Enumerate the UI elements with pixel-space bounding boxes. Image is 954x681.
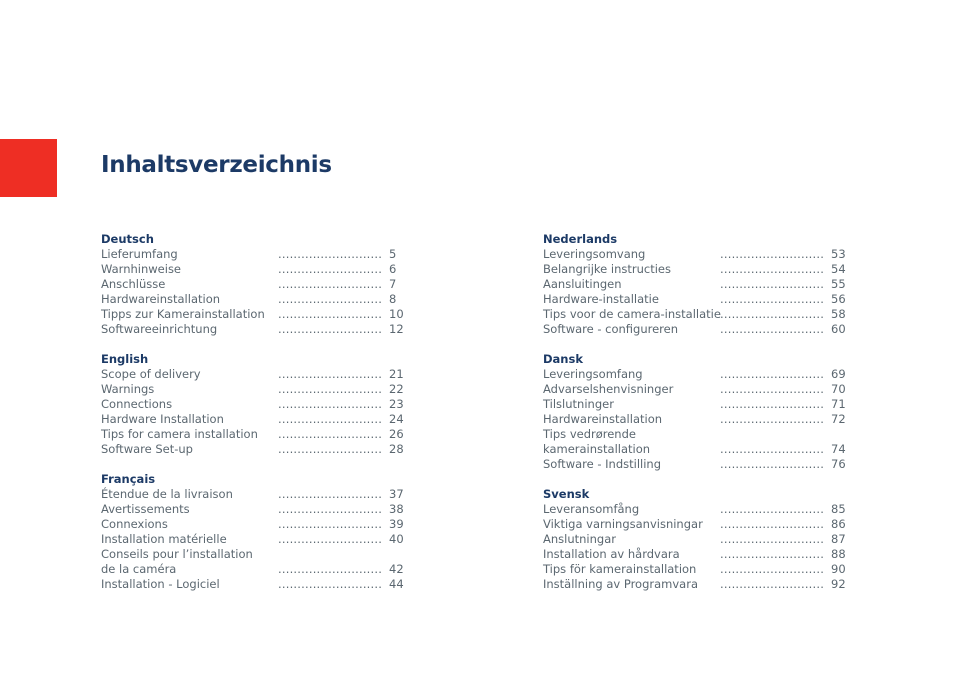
toc-entry[interactable]: [101, 322, 406, 337]
toc-column-left: [101, 232, 406, 607]
toc-entry-label: Advarselshenvisninger: [543, 382, 674, 396]
toc-entry-page: 22: [389, 382, 404, 396]
toc-entry-label: Installation - Logiciel: [101, 577, 220, 591]
accent-block: [0, 139, 57, 197]
toc-entry-leader: ...........................: [720, 292, 825, 306]
toc-entry-label: Lieferumfang: [101, 247, 178, 261]
toc-entry-leader: ...........................: [278, 292, 383, 306]
toc-entry-label: Hardware Installation: [101, 412, 224, 426]
toc-entry-leader: ...........................: [720, 262, 825, 276]
toc-entry[interactable]: [543, 322, 848, 337]
toc-entry[interactable]: [101, 547, 406, 562]
toc-entry[interactable]: [543, 277, 848, 292]
toc-entry-page: 7: [389, 277, 397, 291]
toc-entry-leader: ...........................: [278, 247, 383, 261]
toc-entry-page: 60: [831, 322, 846, 336]
toc-entry-label: Hardware-installatie: [543, 292, 659, 306]
toc-entry-page: 26: [389, 427, 404, 441]
toc-entry-label: de la caméra: [101, 562, 177, 576]
toc-entry-leader: ...........................: [720, 532, 825, 546]
toc-entry-leader: ...........................: [720, 577, 825, 591]
toc-entry-leader: ...........................: [720, 442, 825, 456]
toc-entry-label: Étendue de la livraison: [101, 487, 233, 501]
toc-entry-page: 74: [831, 442, 846, 456]
toc-entry-label: Avertissements: [101, 502, 190, 516]
toc-entry-page: 71: [831, 397, 846, 411]
toc-entry-page: 39: [389, 517, 404, 531]
toc-entry[interactable]: [543, 427, 848, 442]
toc-entry-label: Connections: [101, 397, 173, 411]
toc-entry[interactable]: [101, 412, 406, 427]
toc-column-right: [543, 232, 848, 607]
toc-entry-label: Aansluitingen: [543, 277, 622, 291]
toc-entry[interactable]: [101, 277, 406, 292]
toc-entry-leader: ...........................: [278, 382, 383, 396]
toc-entry-leader: ...........................: [720, 502, 825, 516]
toc-entry-page: 5: [389, 247, 397, 261]
toc-entry-label: Software Set-up: [101, 442, 193, 456]
toc-entry-page: 56: [831, 292, 846, 306]
toc-entry-page: 54: [831, 262, 846, 276]
toc-entry[interactable]: [543, 367, 848, 382]
toc-entry-page: 55: [831, 277, 846, 291]
toc-section: [101, 232, 406, 337]
toc-entry-label: Tips för kamerainstallation: [543, 562, 697, 576]
toc-entry-leader: ...........................: [720, 277, 825, 291]
toc-entry-page: 38: [389, 502, 404, 516]
toc-section: [543, 232, 848, 337]
toc-entry-page: 88: [831, 547, 846, 561]
toc-entry-label: Leveringsomfang: [543, 367, 643, 381]
toc-entry-leader: ...........................: [278, 277, 383, 291]
toc-entry-label: Anschlüsse: [101, 277, 166, 291]
toc-entry-label: Leveransomfång: [543, 502, 640, 516]
section-heading: Deutsch: [101, 232, 154, 246]
toc-entry-label: Hardwareinstallation: [543, 412, 663, 426]
toc-entry-leader: ...........................: [720, 397, 825, 411]
toc-entry-leader: ...........................: [720, 367, 825, 381]
toc-entry-label: Tips voor de camera-installatie: [543, 307, 721, 321]
toc-entry-page: 53: [831, 247, 846, 261]
toc-entry-page: 70: [831, 382, 846, 396]
toc-entry-page: 76: [831, 457, 846, 471]
section-heading: Dansk: [543, 352, 583, 366]
toc-entry[interactable]: [101, 532, 406, 547]
toc-entry[interactable]: [101, 397, 406, 412]
toc-entry-leader: ...........................: [278, 487, 383, 501]
toc-entry-page: 28: [389, 442, 404, 456]
toc-entry-leader: ...........................: [720, 412, 825, 426]
toc-entry[interactable]: [543, 307, 848, 322]
toc-entry-label: Tips vedrørende: [543, 427, 636, 441]
toc-entry[interactable]: [543, 397, 848, 412]
toc-entry-label: Viktiga varningsanvisningar: [543, 517, 703, 531]
toc-entry[interactable]: [101, 517, 406, 532]
toc-section: [543, 487, 848, 592]
toc-entry-leader: ...........................: [720, 562, 825, 576]
toc-entry-page: 42: [389, 562, 404, 576]
toc-entry[interactable]: [101, 427, 406, 442]
toc-entry-page: 6: [389, 262, 397, 276]
toc-entry-leader: ...........................: [278, 442, 383, 456]
toc-entry-leader: ...........................: [278, 427, 383, 441]
toc-entry-label: Hardwareinstallation: [101, 292, 221, 306]
toc-entry-page: 21: [389, 367, 404, 381]
toc-entry-page: 90: [831, 562, 846, 576]
toc-entry-leader: ...........................: [278, 397, 383, 411]
toc-entry-label: Conseils pour l’installation: [101, 547, 253, 561]
toc-entry-leader: ...........................: [278, 322, 383, 336]
toc-entry[interactable]: [101, 502, 406, 517]
toc-section: [101, 352, 406, 457]
toc-entry-label: Tipps zur Kamerainstallation: [101, 307, 265, 321]
toc-entry[interactable]: [101, 382, 406, 397]
toc-section: [101, 472, 406, 592]
toc-entry-label: Installation matérielle: [101, 532, 227, 546]
toc-entry-leader: ...........................: [278, 532, 383, 546]
toc-entry-label: Anslutningar: [543, 532, 616, 546]
toc-entry-leader: ...........................: [278, 562, 383, 576]
toc-entry-label: kamerainstallation: [543, 442, 651, 456]
toc-entry[interactable]: [101, 577, 406, 592]
toc-entry-leader: ...........................: [278, 307, 383, 321]
toc-entry-leader: ...........................: [278, 367, 383, 381]
toc-entry-leader: ...........................: [278, 262, 383, 276]
toc-entry-page: 86: [831, 517, 846, 531]
toc-entry-leader: ...........................: [720, 247, 825, 261]
toc-entry-leader: ...........................: [720, 307, 825, 321]
toc-entry[interactable]: [543, 292, 848, 307]
toc-entry[interactable]: [543, 442, 848, 457]
toc-entry-label: Software - configureren: [543, 322, 679, 336]
toc-entry[interactable]: [101, 442, 406, 457]
toc-entry-label: Connexions: [101, 517, 168, 531]
toc-entry[interactable]: [543, 412, 848, 427]
toc-entry[interactable]: [543, 547, 848, 562]
toc-entry-page: 44: [389, 577, 404, 591]
toc-entry[interactable]: [543, 532, 848, 547]
toc-entry-leader: ...........................: [720, 382, 825, 396]
toc-entry[interactable]: [101, 307, 406, 322]
toc-entry-leader: ...........................: [720, 547, 825, 561]
section-heading: English: [101, 352, 149, 366]
toc-entry-page: 72: [831, 412, 846, 426]
toc-entry[interactable]: [101, 247, 406, 262]
toc-entry[interactable]: [543, 562, 848, 577]
toc-entry-page: 85: [831, 502, 846, 516]
toc-entry[interactable]: [543, 262, 848, 277]
toc-entry-leader: ...........................: [720, 517, 825, 531]
toc-entry-leader: ...........................: [720, 322, 825, 336]
toc-entry-label: Tilslutninger: [543, 397, 614, 411]
toc-entry-label: Scope of delivery: [101, 367, 201, 381]
toc-entry-label: Warnhinweise: [101, 262, 182, 276]
toc-entry-label: Softwareeinrichtung: [101, 322, 218, 336]
toc-entry-label: Warnings: [101, 382, 155, 396]
section-heading: Svensk: [543, 487, 590, 501]
toc-entry[interactable]: [543, 517, 848, 532]
toc-entry[interactable]: [543, 577, 848, 592]
toc-entry-page: 23: [389, 397, 404, 411]
toc-entry[interactable]: [101, 562, 406, 577]
toc-entry[interactable]: [543, 247, 848, 262]
toc-entry[interactable]: [101, 367, 406, 382]
toc-entry-leader: ...........................: [278, 412, 383, 426]
toc-entry-page: 69: [831, 367, 846, 381]
toc-entry-leader: ...........................: [278, 577, 383, 591]
toc-section: [543, 352, 848, 472]
toc-entry[interactable]: [543, 502, 848, 517]
page-title: Inhaltsverzeichnis: [101, 152, 332, 178]
toc-entry[interactable]: [101, 292, 406, 307]
section-heading: Français: [101, 472, 156, 486]
toc-entry[interactable]: [101, 487, 406, 502]
toc-entry-page: 8: [389, 292, 397, 306]
toc-entry-page: 92: [831, 577, 846, 591]
toc-entry-label: Inställning av Programvara: [543, 577, 699, 591]
toc-entry-leader: ...........................: [278, 502, 383, 516]
toc-entry-leader: ...........................: [720, 457, 825, 471]
toc-entry-label: Tips for camera installation: [101, 427, 258, 441]
toc-entry[interactable]: [101, 262, 406, 277]
toc-entry-page: 24: [389, 412, 404, 426]
toc-entry-label: Belangrijke instructies: [543, 262, 671, 276]
toc-entry-page: 58: [831, 307, 846, 321]
toc-entry-page: 87: [831, 532, 846, 546]
toc-entry-label: Software - Indstilling: [543, 457, 662, 471]
toc-entry[interactable]: [543, 457, 848, 472]
toc-entry-page: 12: [389, 322, 404, 336]
toc-entry-page: 37: [389, 487, 404, 501]
toc-entry-page: 40: [389, 532, 404, 546]
toc-entry-leader: ...........................: [278, 517, 383, 531]
section-heading: Nederlands: [543, 232, 618, 246]
toc-entry-page: 10: [389, 307, 404, 321]
toc-entry[interactable]: [543, 382, 848, 397]
toc-entry-label: Leveringsomvang: [543, 247, 646, 261]
toc-entry-label: Installation av hårdvara: [543, 547, 680, 561]
